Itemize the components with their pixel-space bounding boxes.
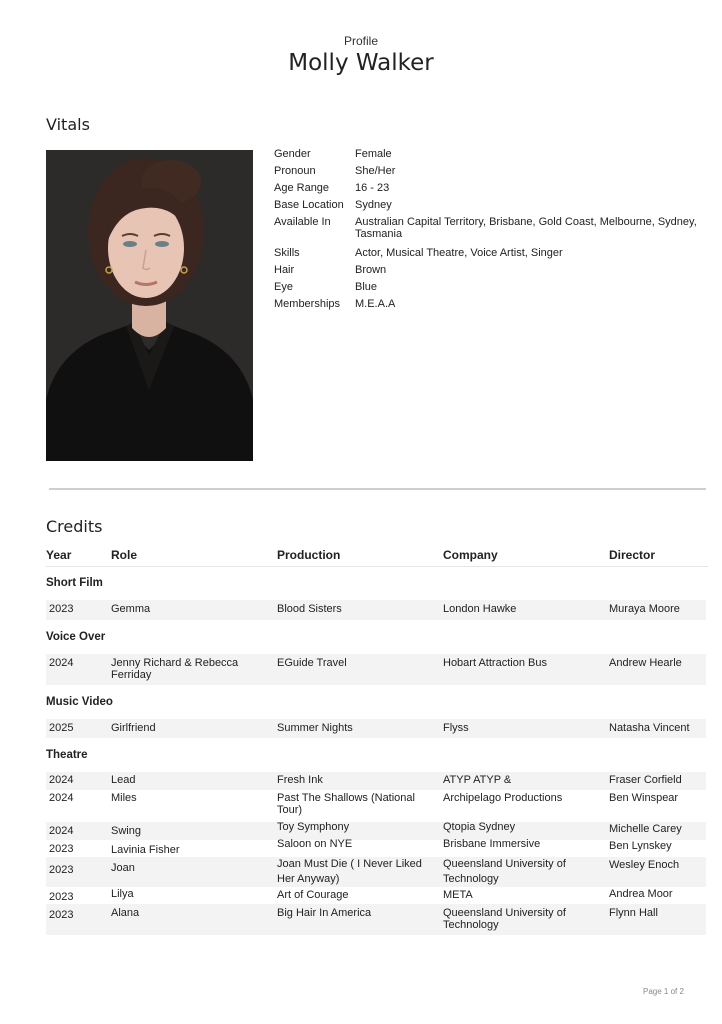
cell-year: 2023	[49, 864, 74, 876]
cell-production: Toy Symphony	[277, 821, 350, 833]
cell-company: Hobart Attraction Bus	[443, 657, 547, 669]
cell-year: 2023	[49, 843, 74, 855]
profile-name: Molly Walker	[288, 50, 434, 76]
table-row	[46, 719, 706, 738]
cell-production: Fresh Ink	[277, 774, 323, 786]
cell-role: Alana	[111, 907, 140, 919]
cell-role: Girlfriend	[111, 722, 156, 734]
section-divider	[49, 488, 706, 490]
vitals-row-skills	[274, 247, 704, 259]
vitals-label: Base Location	[274, 199, 344, 211]
credits-heading: Credits	[46, 517, 103, 536]
vitals-value: M.E.A.A	[355, 298, 396, 310]
cell-company: ATYP ATYP &	[443, 774, 512, 786]
cell-production: Art of Courage	[277, 889, 349, 901]
cell-director: Ben Lynskey	[609, 840, 672, 852]
cell-role: Miles	[111, 792, 137, 804]
cell-director: Ben Winspear	[609, 792, 679, 804]
vitals-label: Pronoun	[274, 165, 316, 177]
cell-year: 2024	[49, 657, 74, 669]
cell-production: Summer Nights	[277, 722, 353, 734]
vitals-value: She/Her	[355, 165, 396, 177]
vitals-table	[274, 148, 704, 315]
vitals-value: Sydney	[355, 199, 392, 211]
cell-director: Andrea Moor	[609, 888, 673, 900]
vitals-value: Australian Capital Territory, Brisbane, Gold Coast, Melbourne, Sydney, Tasmania	[355, 216, 697, 240]
cell-role: Swing	[111, 825, 141, 837]
vitals-value: Female	[355, 148, 392, 160]
vitals-label: Available In	[274, 216, 331, 228]
column-header-year: Year	[46, 548, 72, 562]
cell-production: EGuide Travel	[277, 657, 347, 669]
cell-year: 2024	[49, 792, 74, 804]
cell-director: Muraya Moore	[609, 603, 680, 615]
table-row	[46, 600, 706, 620]
table-row	[46, 857, 706, 887]
vitals-row-pronoun	[274, 165, 704, 177]
vitals-value: Blue	[355, 281, 378, 293]
cell-company: Archipelago Productions	[443, 792, 563, 804]
table-row	[46, 654, 706, 685]
cell-company: Brisbane Immersive	[443, 838, 541, 850]
cell-year: 2025	[49, 722, 74, 734]
cell-company: London Hawke	[443, 603, 517, 615]
vitals-row-memberships	[274, 298, 704, 310]
cell-role: Lavinia Fisher	[111, 844, 180, 856]
cell-role: Lead	[111, 774, 136, 786]
cell-year: 2023	[49, 909, 74, 921]
cell-role: Lilya	[111, 888, 134, 900]
cell-director: Andrew Hearle	[609, 657, 682, 669]
page-subtitle: Profile	[343, 34, 378, 48]
headshot-illustration	[46, 150, 253, 461]
cell-year: 2023	[49, 603, 74, 615]
cell-production: Blood Sisters	[277, 603, 342, 615]
table-row	[46, 904, 706, 935]
cell-director: Fraser Corfield	[609, 774, 682, 786]
vitals-label: Hair	[274, 264, 295, 276]
category-heading-music-video: Music Video	[46, 696, 113, 708]
vitals-value: Actor, Musical Theatre, Voice Artist, Singer	[355, 247, 563, 259]
table-row	[46, 887, 706, 904]
cell-production: Joan Must Die ( I Never Liked Her Anyway)	[277, 858, 422, 885]
table-row	[46, 840, 706, 857]
table-row	[46, 772, 706, 790]
cell-year: 2024	[49, 774, 74, 786]
cell-director: Michelle Carey	[609, 823, 682, 835]
cell-director: Wesley Enoch	[609, 859, 680, 871]
cell-role: Gemma	[111, 603, 151, 615]
vitals-label: Memberships	[274, 298, 341, 310]
column-header-role: Role	[111, 548, 138, 562]
headshot-photo	[46, 150, 253, 461]
vitals-heading: Vitals	[46, 115, 90, 134]
header-rule	[46, 566, 708, 567]
cell-production: Past The Shallows (National Tour)	[277, 792, 415, 816]
cell-company: Queensland University of Technology	[443, 858, 566, 885]
vitals-value: 16 - 23	[355, 182, 390, 194]
cell-company: META	[443, 889, 473, 901]
column-header-director: Director	[609, 548, 656, 562]
vitals-label: Skills	[274, 247, 300, 259]
vitals-row-eye	[274, 281, 704, 293]
vitals-row-available-in	[274, 216, 704, 240]
vitals-label: Eye	[274, 281, 293, 293]
table-row	[46, 790, 706, 822]
category-heading-theatre: Theatre	[46, 749, 88, 761]
column-header-production: Production	[277, 548, 341, 562]
cell-company: Qtopia Sydney	[443, 821, 516, 833]
vitals-row-age-range	[274, 182, 704, 194]
vitals-label: Age Range	[274, 182, 330, 194]
vitals-row-hair	[274, 264, 704, 276]
cell-director: Natasha Vincent	[609, 722, 690, 734]
page-indicator: Page 1 of 2	[643, 987, 684, 996]
cell-production: Big Hair In America	[277, 907, 372, 919]
cell-production: Saloon on NYE	[277, 838, 353, 850]
category-heading-voice-over: Voice Over	[46, 631, 106, 643]
vitals-row-gender	[274, 148, 704, 160]
cell-year: 2024	[49, 825, 74, 837]
cell-company: Queensland University of Technology	[443, 907, 566, 931]
cell-company: Flyss	[443, 722, 469, 734]
cell-role: Joan	[111, 862, 135, 874]
cell-director: Flynn Hall	[609, 907, 658, 919]
category-heading-short-film: Short Film	[46, 577, 103, 589]
cell-role: Jenny Richard & Rebecca Ferriday	[111, 657, 239, 681]
column-header-company: Company	[443, 548, 498, 562]
cell-year: 2023	[49, 891, 74, 903]
vitals-label: Gender	[274, 148, 311, 160]
vitals-value: Brown	[355, 264, 387, 276]
vitals-row-base-location	[274, 199, 704, 211]
